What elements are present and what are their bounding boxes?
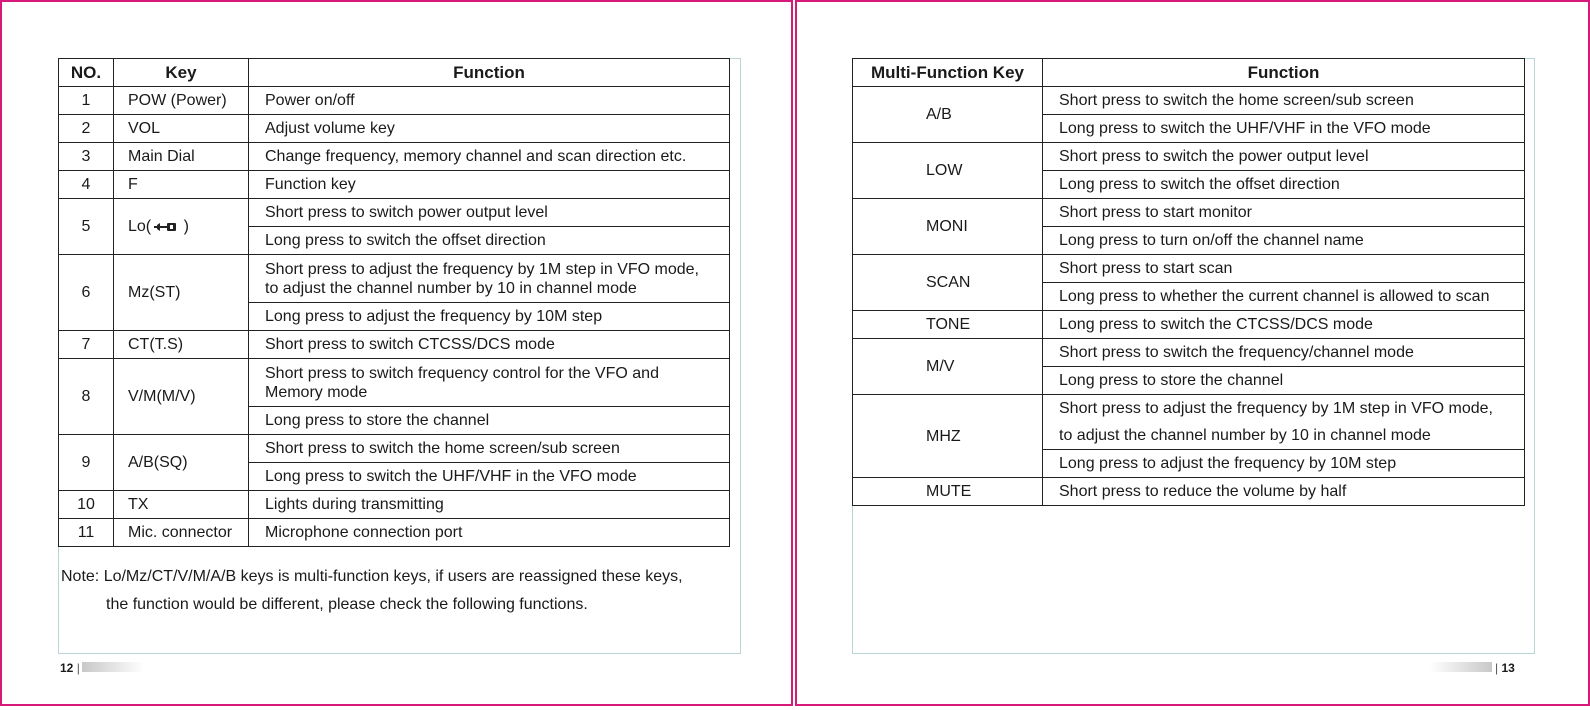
table-row <box>59 199 730 227</box>
page-number: 13 <box>1501 661 1515 675</box>
row-function: Short press to start scan <box>1043 255 1525 283</box>
table-row <box>59 435 730 463</box>
table-row <box>853 395 1525 450</box>
function-line: Short press to adjust the frequency by 1M step in VFO mode, <box>1059 400 1493 417</box>
function-line: Memory mode <box>265 383 368 401</box>
row-number: 3 <box>59 143 114 171</box>
row-function: Long press to whether the current channel is allowed to scan <box>1043 283 1525 311</box>
row-key: F <box>114 171 249 199</box>
row-number: 11 <box>59 519 114 547</box>
row-function: Long press to switch the CTCSS/DCS mode <box>1043 311 1525 339</box>
row-key: SCAN <box>853 255 1043 311</box>
row-function: Power on/off <box>249 87 730 115</box>
table-row <box>853 87 1525 115</box>
table-row <box>59 331 730 359</box>
row-number: 4 <box>59 171 114 199</box>
row-function <box>249 359 730 407</box>
function-line: Short press to switch frequency control for the VFO and <box>265 364 659 382</box>
row-key: Main Dial <box>114 143 249 171</box>
page-number-left <box>60 661 80 675</box>
row-key: Mz(ST) <box>114 255 249 331</box>
multi-function-table <box>852 58 1525 506</box>
row-function: Long press to adjust the frequency by 10M step <box>1043 450 1525 478</box>
header-no: NO. <box>59 59 114 87</box>
row-function: Short press to reduce the volume by half <box>1043 478 1525 506</box>
page-number-right <box>1495 661 1515 675</box>
row-key: VOL <box>114 115 249 143</box>
table-row <box>59 87 730 115</box>
row-function: Short press to switch CTCSS/DCS mode <box>249 331 730 359</box>
row-number: 10 <box>59 491 114 519</box>
left-page <box>0 0 793 706</box>
row-function: Long press to adjust the frequency by 10M step <box>249 303 730 331</box>
row-function <box>1043 395 1525 450</box>
right-content-area <box>852 58 1535 654</box>
row-key: MUTE <box>853 478 1043 506</box>
row-key: MHZ <box>853 395 1043 478</box>
row-function: Short press to switch the home screen/sub screen <box>249 435 730 463</box>
note-text <box>61 563 683 619</box>
row-key: CT(T.S) <box>114 331 249 359</box>
row-function: Long press to turn on/off the channel name <box>1043 227 1525 255</box>
function-line: Short press to adjust the frequency by 1M step in VFO mode, <box>265 260 699 278</box>
row-number: 9 <box>59 435 114 491</box>
table-row <box>853 199 1525 227</box>
row-key: TONE <box>853 311 1043 339</box>
row-function: Long press to store the channel <box>1043 367 1525 395</box>
table-row <box>59 143 730 171</box>
row-number: 6 <box>59 255 114 331</box>
row-function: Function key <box>249 171 730 199</box>
key-prefix: Lo( <box>128 218 152 235</box>
table-row <box>853 478 1525 506</box>
row-number: 8 <box>59 359 114 435</box>
row-function: Long press to switch the UHF/VHF in the VFO mode <box>249 463 730 491</box>
table-header-row <box>59 59 730 87</box>
note-line: Note: Lo/Mz/CT/V/M/A/B keys is multi-function keys, if users are reassigned these keys, <box>61 568 683 585</box>
page-number: 12 <box>60 661 74 675</box>
row-function: Long press to switch the UHF/VHF in the VFO mode <box>1043 115 1525 143</box>
page-gradient-bar <box>82 662 144 672</box>
table-row <box>853 339 1525 367</box>
page-separator: | <box>1495 661 1499 675</box>
lo-power-icon <box>154 222 176 232</box>
row-function: Short press to switch the frequency/channel mode <box>1043 339 1525 367</box>
row-function: Change frequency, memory channel and scan direction etc. <box>249 143 730 171</box>
row-number: 1 <box>59 87 114 115</box>
key-suffix: ) <box>179 218 189 235</box>
table-row <box>59 491 730 519</box>
row-number: 5 <box>59 199 114 255</box>
table-row <box>853 255 1525 283</box>
table-row <box>59 519 730 547</box>
row-function: Short press to start monitor <box>1043 199 1525 227</box>
row-function: Microphone connection port <box>249 519 730 547</box>
row-number: 2 <box>59 115 114 143</box>
header-key: Key <box>114 59 249 87</box>
row-function: Lights during transmitting <box>249 491 730 519</box>
row-function: Adjust volume key <box>249 115 730 143</box>
row-function <box>249 255 730 303</box>
header-multi-function-key: Multi-Function Key <box>853 59 1043 87</box>
row-function: Short press to switch the home screen/sub screen <box>1043 87 1525 115</box>
row-function: Short press to switch power output level <box>249 199 730 227</box>
table-row <box>853 143 1525 171</box>
table-header-row <box>853 59 1525 87</box>
table-row <box>59 171 730 199</box>
right-page <box>795 0 1590 706</box>
row-key: TX <box>114 491 249 519</box>
row-function: Short press to switch the power output level <box>1043 143 1525 171</box>
header-function: Function <box>249 59 730 87</box>
note-line: the function would be different, please check the following functions. <box>106 596 588 613</box>
page-gradient-bar <box>1430 662 1492 672</box>
function-line: to adjust the channel number by 10 in channel mode <box>265 279 637 297</box>
row-key: A/B <box>853 87 1043 143</box>
table-row <box>59 255 730 303</box>
row-key: A/B(SQ) <box>114 435 249 491</box>
function-line: to adjust the channel number by 10 in channel mode <box>1059 427 1431 444</box>
row-key: LOW <box>853 143 1043 199</box>
table-row <box>853 311 1525 339</box>
row-key: Mic. connector <box>114 519 249 547</box>
row-function: Long press to switch the offset direction <box>1043 171 1525 199</box>
row-key: M/V <box>853 339 1043 395</box>
header-function: Function <box>1043 59 1525 87</box>
table-row <box>59 359 730 407</box>
row-function: Long press to switch the offset direction <box>249 227 730 255</box>
row-key: V/M(M/V) <box>114 359 249 435</box>
table-row <box>59 115 730 143</box>
row-function: Long press to store the channel <box>249 407 730 435</box>
row-number: 7 <box>59 331 114 359</box>
key-table <box>58 58 730 547</box>
left-content-area <box>58 58 741 654</box>
row-key <box>114 199 249 255</box>
row-key: POW (Power) <box>114 87 249 115</box>
page-separator: | <box>76 661 80 675</box>
row-key: MONI <box>853 199 1043 255</box>
